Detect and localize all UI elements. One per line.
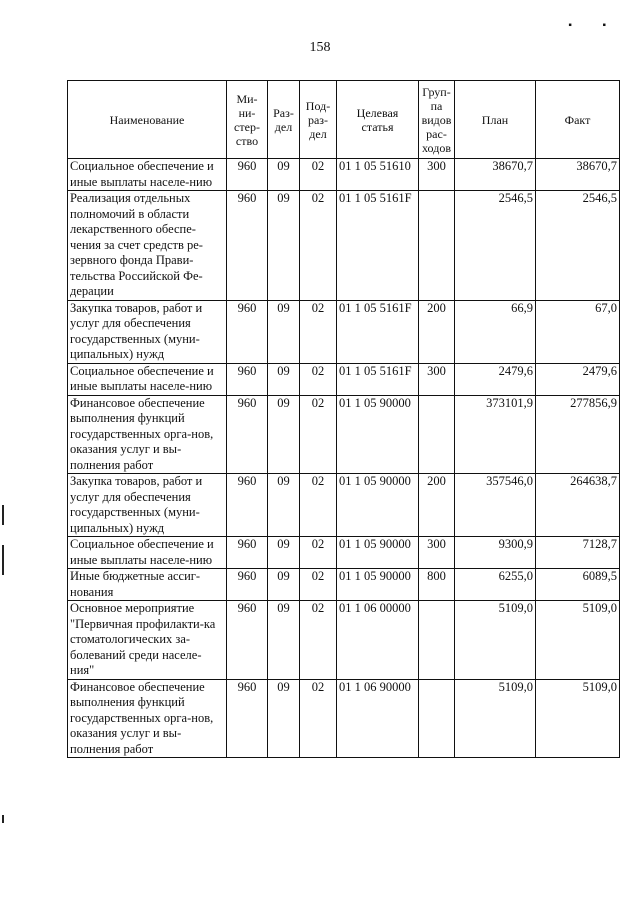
row-section: 09 <box>268 474 300 537</box>
row-ministry: 960 <box>227 569 268 601</box>
row-subsection: 02 <box>300 474 337 537</box>
scan-edge-mark <box>2 505 4 525</box>
row-expense-group: 800 <box>419 569 455 601</box>
row-target: 01 1 05 5161F <box>337 300 419 363</box>
row-section: 09 <box>268 395 300 474</box>
row-fact: 2479,6 <box>536 363 620 395</box>
row-expense-group: 200 <box>419 474 455 537</box>
row-plan: 5109,0 <box>455 679 536 758</box>
row-target: 01 1 05 90000 <box>337 474 419 537</box>
row-ministry: 960 <box>227 300 268 363</box>
header-name: Наименование <box>68 81 227 159</box>
header-row <box>68 81 620 159</box>
row-section: 09 <box>268 363 300 395</box>
row-target: 01 1 05 5161F <box>337 363 419 395</box>
row-section: 09 <box>268 679 300 758</box>
row-fact: 277856,9 <box>536 395 620 474</box>
table-row <box>68 569 620 601</box>
row-expense-group: 300 <box>419 159 455 191</box>
row-name: Основное мероприятие "Первичная профилакти-ка стоматологических за-болеваний среди населе-ния" <box>68 601 227 680</box>
row-plan: 5109,0 <box>455 601 536 680</box>
row-fact: 5109,0 <box>536 601 620 680</box>
row-ministry: 960 <box>227 537 268 569</box>
table-row <box>68 395 620 474</box>
row-expense-group <box>419 191 455 301</box>
row-section: 09 <box>268 159 300 191</box>
row-name: Финансовое обеспечение выполнения функций государственных орга-нов, оказания услуг и вы-полнения работ <box>68 679 227 758</box>
header-plan: План <box>455 81 536 159</box>
row-plan: 2546,5 <box>455 191 536 301</box>
header-ministry: Ми- ни- стер- ство <box>227 81 268 159</box>
row-subsection: 02 <box>300 601 337 680</box>
table-row <box>68 601 620 680</box>
table-row <box>68 363 620 395</box>
row-ministry: 960 <box>227 474 268 537</box>
row-name: Социальное обеспечение и иные выплаты населе-нию <box>68 537 227 569</box>
row-fact: 2546,5 <box>536 191 620 301</box>
row-plan: 9300,9 <box>455 537 536 569</box>
scan-edge-mark <box>2 545 4 575</box>
header-subsection: Под- раз- дел <box>300 81 337 159</box>
row-target: 01 1 05 51610 <box>337 159 419 191</box>
row-expense-group <box>419 679 455 758</box>
row-plan: 6255,0 <box>455 569 536 601</box>
table-row <box>68 679 620 758</box>
row-target: 01 1 05 5161F <box>337 191 419 301</box>
row-target: 01 1 06 90000 <box>337 679 419 758</box>
row-ministry: 960 <box>227 363 268 395</box>
row-section: 09 <box>268 191 300 301</box>
row-plan: 373101,9 <box>455 395 536 474</box>
budget-table <box>67 80 620 758</box>
row-target: 01 1 05 90000 <box>337 569 419 601</box>
row-ministry: 960 <box>227 679 268 758</box>
row-ministry: 960 <box>227 601 268 680</box>
row-section: 09 <box>268 601 300 680</box>
row-expense-group: 300 <box>419 363 455 395</box>
row-expense-group: 200 <box>419 300 455 363</box>
row-subsection: 02 <box>300 537 337 569</box>
row-subsection: 02 <box>300 679 337 758</box>
row-plan: 38670,7 <box>455 159 536 191</box>
row-plan: 357546,0 <box>455 474 536 537</box>
row-subsection: 02 <box>300 363 337 395</box>
row-section: 09 <box>268 300 300 363</box>
row-name: Социальное обеспечение и иные выплаты населе-нию <box>68 363 227 395</box>
row-name: Реализация отдельных полномочий в области лекарственного обеспе-чения за счет средств ре-зервного фонда Прави-тельства Российской Фе-дерации <box>68 191 227 301</box>
row-target: 01 1 05 90000 <box>337 395 419 474</box>
row-expense-group <box>419 601 455 680</box>
row-subsection: 02 <box>300 159 337 191</box>
table-row <box>68 159 620 191</box>
row-ministry: 960 <box>227 395 268 474</box>
page-number: 158 <box>309 40 331 55</box>
header-section: Раз- дел <box>268 81 300 159</box>
row-subsection: 02 <box>300 395 337 474</box>
row-expense-group <box>419 395 455 474</box>
table-row <box>68 300 620 363</box>
row-fact: 7128,7 <box>536 537 620 569</box>
row-name: Закупка товаров, работ и услуг для обеспечения государственных (муни-ципальных) нужд <box>68 474 227 537</box>
row-section: 09 <box>268 569 300 601</box>
row-subsection: 02 <box>300 300 337 363</box>
row-plan: 2479,6 <box>455 363 536 395</box>
row-ministry: 960 <box>227 159 268 191</box>
row-ministry: 960 <box>227 191 268 301</box>
row-fact: 67,0 <box>536 300 620 363</box>
row-target: 01 1 05 90000 <box>337 537 419 569</box>
row-fact: 38670,7 <box>536 159 620 191</box>
row-target: 01 1 06 00000 <box>337 601 419 680</box>
row-name: Финансовое обеспечение выполнения функций государственных орга-нов, оказания услуг и вы-полнения работ <box>68 395 227 474</box>
table-row <box>68 474 620 537</box>
row-expense-group: 300 <box>419 537 455 569</box>
corner-marks: ▪ ▪ <box>568 20 620 31</box>
header-target: Целевая статья <box>337 81 419 159</box>
row-section: 09 <box>268 537 300 569</box>
scan-edge-mark <box>2 815 4 823</box>
table-row <box>68 537 620 569</box>
row-plan: 66,9 <box>455 300 536 363</box>
row-name: Закупка товаров, работ и услуг для обеспечения государственных (муни-ципальных) нужд <box>68 300 227 363</box>
row-fact: 5109,0 <box>536 679 620 758</box>
row-name: Иные бюджетные ассиг-нования <box>68 569 227 601</box>
header-expense-group: Груп- па видов рас- ходов <box>419 81 455 159</box>
row-subsection: 02 <box>300 569 337 601</box>
header-fact: Факт <box>536 81 620 159</box>
row-fact: 264638,7 <box>536 474 620 537</box>
table-row <box>68 191 620 301</box>
row-subsection: 02 <box>300 191 337 301</box>
row-name: Социальное обеспечение и иные выплаты населе-нию <box>68 159 227 191</box>
row-fact: 6089,5 <box>536 569 620 601</box>
